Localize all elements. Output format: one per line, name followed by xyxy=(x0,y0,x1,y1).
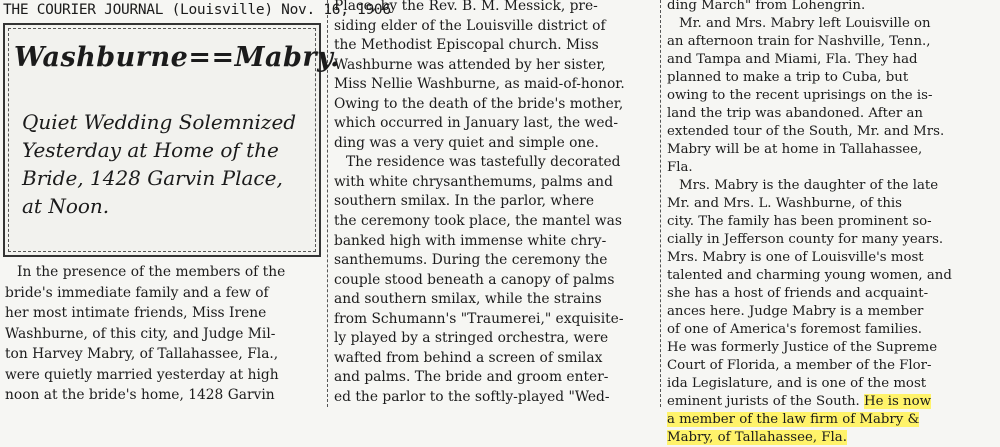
text-line: Owing to the death of the bride's mother, xyxy=(334,95,624,112)
text-line: ding March" from Lohengrin. xyxy=(667,0,866,13)
column-rule xyxy=(660,0,661,407)
text-line: and Tampa and Miami, Fla. They had xyxy=(667,52,918,67)
column-1-text xyxy=(5,262,323,406)
text-line: ed the parlor to the softly-played "Wed- xyxy=(334,388,610,405)
text-line: In the presence of the members of the xyxy=(17,264,286,280)
text-line: planned to make a trip to Cuba, but xyxy=(667,70,909,85)
text-line: The residence was tastefully decorated xyxy=(346,154,621,171)
text-line: with white chrysanthemums, palms and xyxy=(334,173,613,190)
text-line: Washburne, of this city, and Judge Mil- xyxy=(5,325,276,342)
text-line: and palms. The bride and groom enter- xyxy=(334,369,609,386)
text-fragment: eminent jurists of the South. xyxy=(667,394,860,409)
highlighted-text: Mabry, of Tallahassee, Fla. xyxy=(667,430,847,445)
text-line: Mrs. Mabry is the daughter of the late xyxy=(679,178,939,193)
text-line: banked high with immense white chry- xyxy=(334,232,607,249)
deck-line: Yesterday at Home of the xyxy=(22,138,279,162)
text-line: from Schumann's "Traumerei," exquisite- xyxy=(334,310,624,327)
text-line: talented and charming young women, and xyxy=(667,268,952,283)
text-line: city. The family has been prominent so- xyxy=(667,214,932,229)
text-line: southern smilax. In the parlor, where xyxy=(334,193,595,210)
headline-title: Washburne==Mabry. xyxy=(14,42,341,73)
text-line: the Methodist Episcopal church. Miss xyxy=(334,37,599,54)
deck-line: Quiet Wedding Solemnized xyxy=(22,110,297,134)
text-line: Fla. xyxy=(667,160,693,175)
column-3-text xyxy=(667,0,997,447)
text-line: owing to the recent uprisings on the is- xyxy=(667,88,933,103)
text-line: noon at the bride's home, 1428 Garvin xyxy=(5,387,275,403)
text-line: wafted from behind a screen of smilax xyxy=(334,349,603,366)
citation-header: THE COURIER JOURNAL (Louisville) Nov. 16, 1906 xyxy=(3,2,391,18)
text-line: were quietly married yesterday at high xyxy=(5,366,279,383)
text-line: bride's immediate family and a few of xyxy=(5,284,269,301)
highlighted-text: He is now xyxy=(864,394,931,409)
text-line: Washburne was attended by her sister, xyxy=(334,56,606,73)
text-line: and southern smilax, while the strains xyxy=(334,291,602,308)
highlighted-line xyxy=(667,411,997,429)
text-line: Mr. and Mrs. Mabry left Louisville on xyxy=(679,16,931,31)
text-line: couple stood beneath a canopy of palms xyxy=(334,271,615,288)
text-line-with-highlight xyxy=(667,393,997,411)
text-line: of one of America's foremost families. xyxy=(667,322,923,337)
text-line: Miss Nellie Washburne, as maid-of-honor. xyxy=(334,76,625,93)
text-line: her most intimate friends, Miss Irene xyxy=(5,305,267,321)
text-line: the ceremony took place, the mantel was xyxy=(334,213,622,230)
text-line: land the trip was abandoned. After an xyxy=(667,106,923,121)
deck-line: Bride, 1428 Garvin Place, xyxy=(22,166,283,190)
text-line: ances here. Judge Mabry is a member xyxy=(667,304,924,319)
text-line: ly played by a stringed orchestra, were xyxy=(334,330,609,347)
text-line: Place, by the Rev. B. M. Messick, pre- xyxy=(334,0,598,14)
text-line: Court of Florida, a member of the Flor- xyxy=(667,358,932,373)
text-line: Mrs. Mabry is one of Louisville's most xyxy=(667,250,924,265)
text-line: which occurred in January last, the wed- xyxy=(334,115,619,132)
text-line: siding elder of the Louisville district of xyxy=(334,17,606,34)
text-line: santhemums. During the ceremony the xyxy=(334,252,608,269)
text-line: ton Harvey Mabry, of Tallahassee, Fla., xyxy=(5,346,279,362)
text-line: He was formerly Justice of the Supreme xyxy=(667,340,938,355)
highlighted-text: a member of the law firm of Mabry & xyxy=(667,412,920,427)
text-line: she has a host of friends and acquaint- xyxy=(667,286,929,301)
text-line: an afternoon train for Nashville, Tenn., xyxy=(667,34,931,49)
deck-line: at Noon. xyxy=(22,194,110,218)
text-line: extended tour of the South, Mr. and Mrs. xyxy=(667,124,945,139)
text-line: ida Legislature, and is one of the most xyxy=(667,376,927,391)
text-line: ding was a very quiet and simple one. xyxy=(334,134,599,151)
text-line: Mabry will be at home in Tallahassee, xyxy=(667,142,923,157)
headline-deck xyxy=(22,108,312,220)
text-line: cially in Jefferson county for many years. xyxy=(667,232,944,247)
column-2-text xyxy=(334,0,656,407)
highlighted-line xyxy=(667,429,997,447)
text-line: Mr. and Mrs. L. Washburne, of this xyxy=(667,196,903,211)
